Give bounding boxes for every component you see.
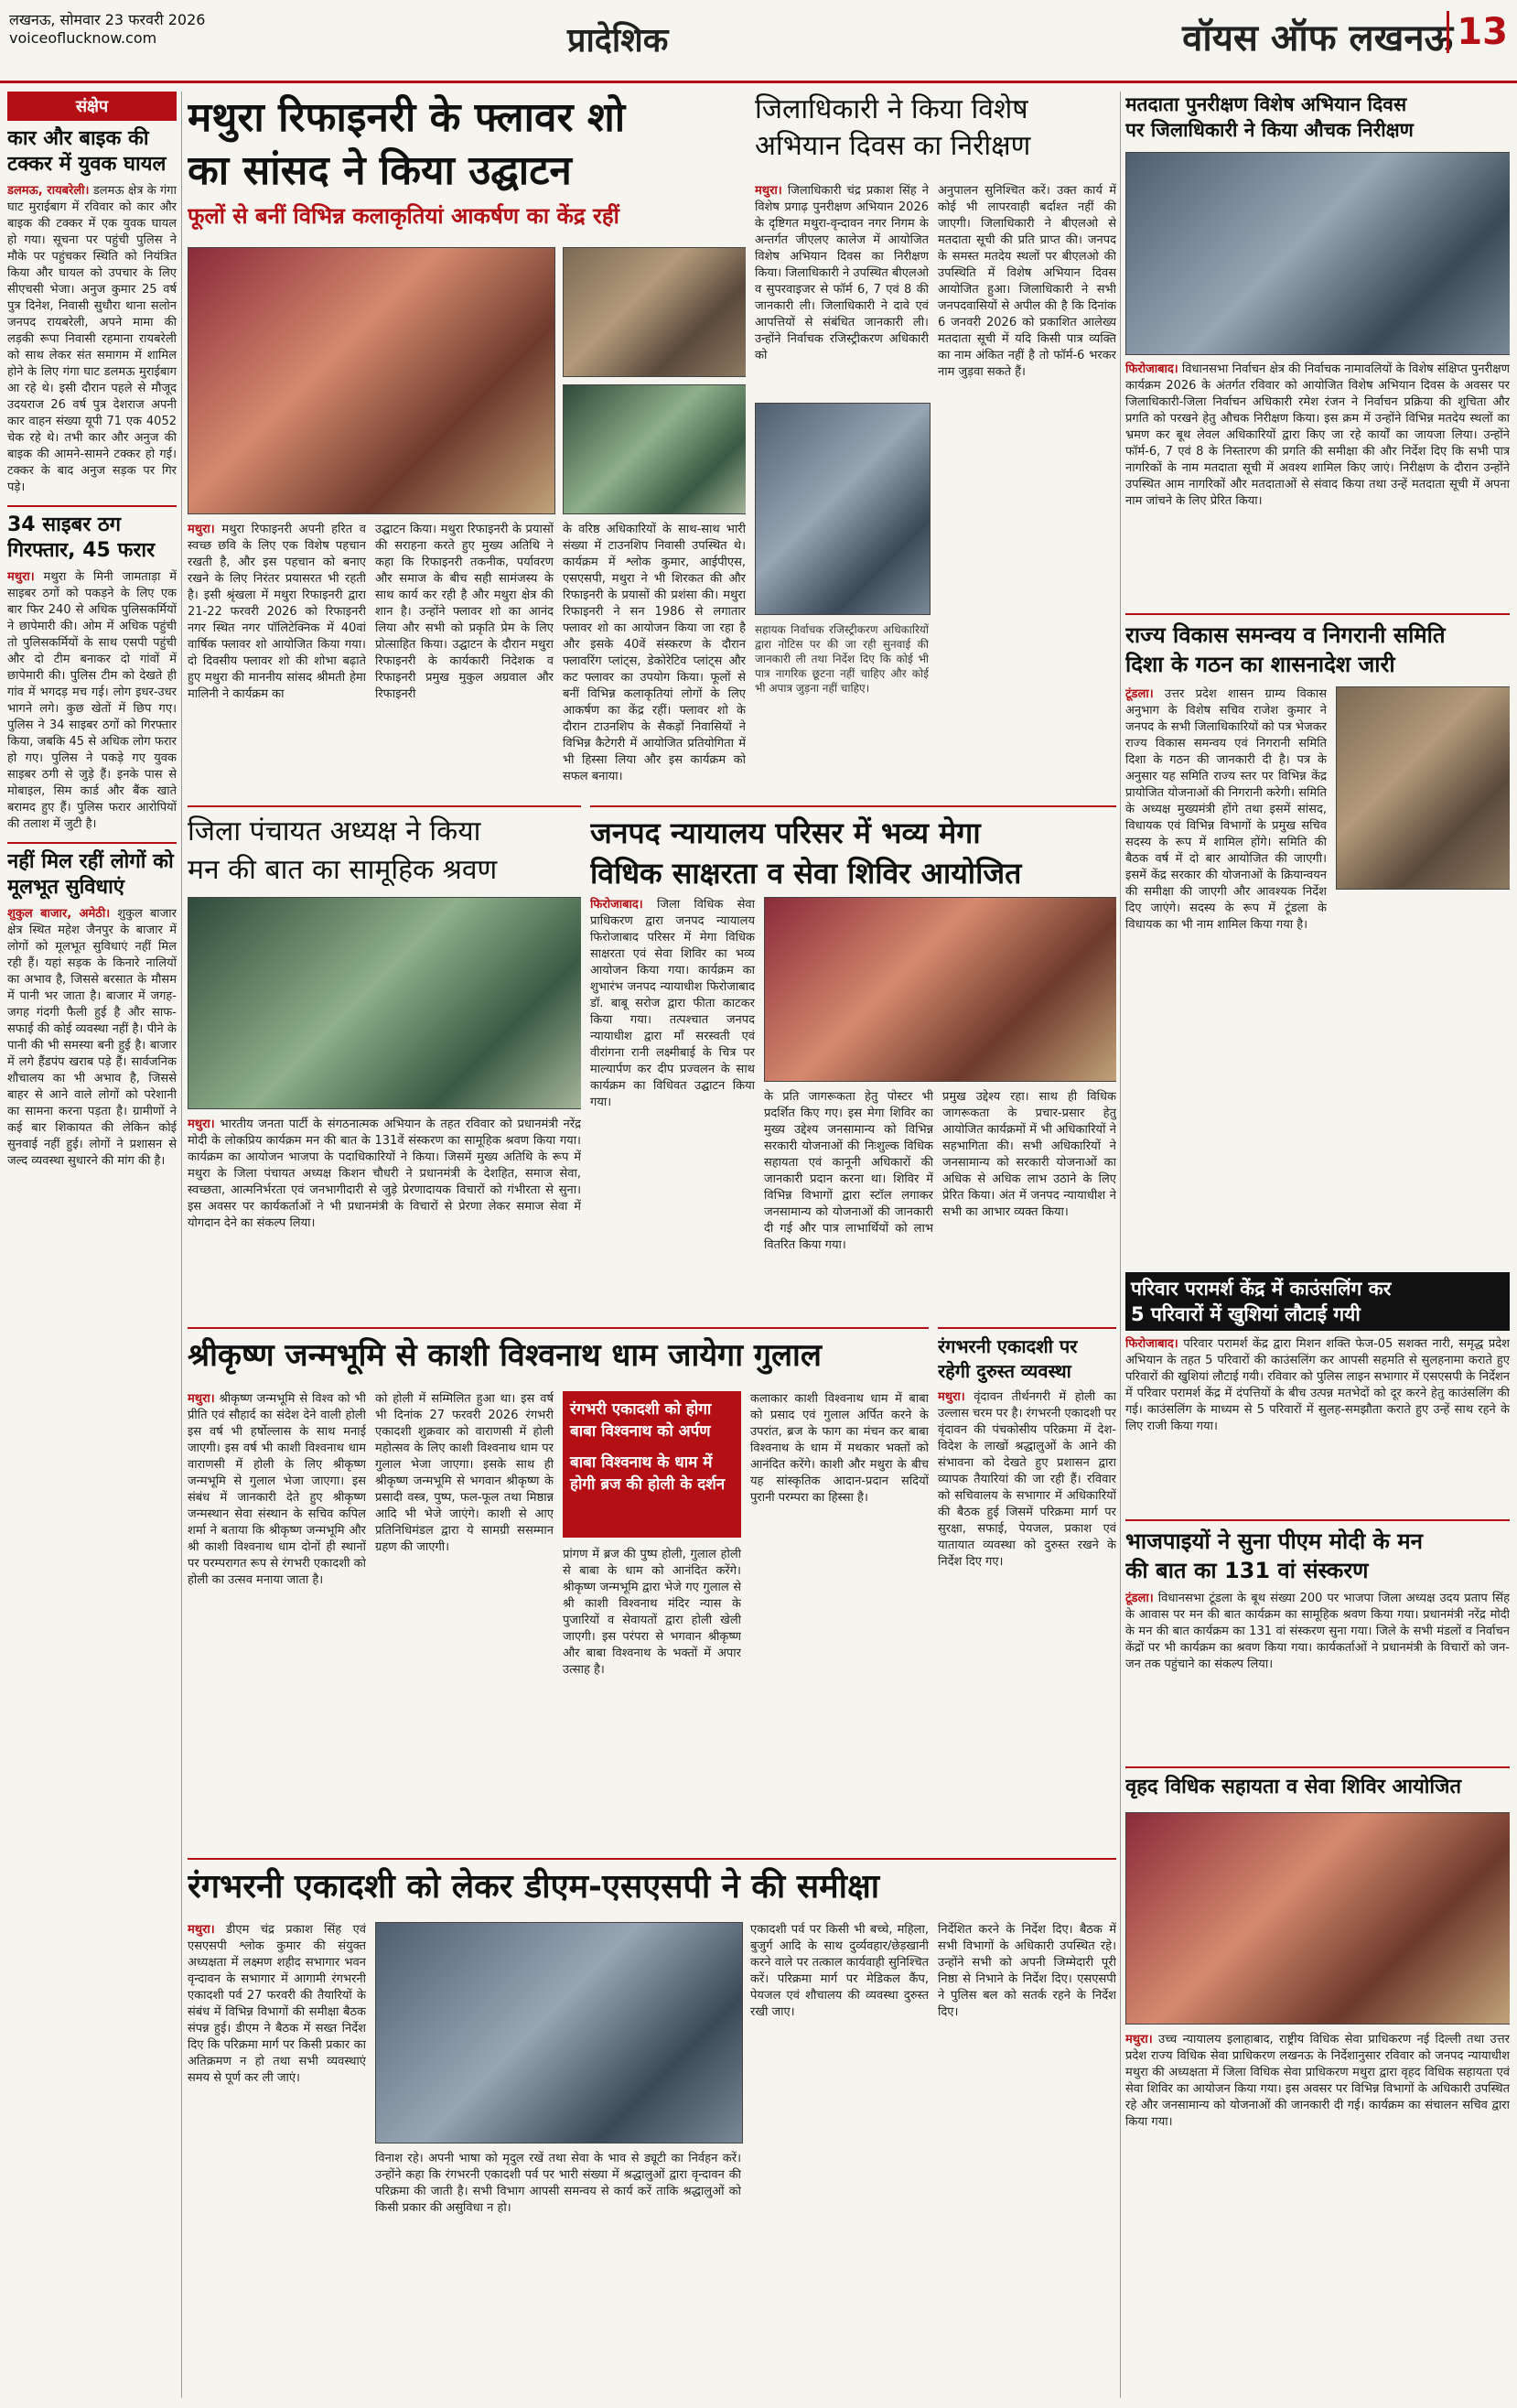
firozabad-text: विधानसभा निर्वाचन क्षेत्र की निर्वाचक नामावलियों के विशेष संक्षिप्त पुनरीक्षण कार्यक्रम 2026 के अंतर्गत रविवार को आयोजित विशेष अभियान दिवस के अवसर पर जिलाधिकारी-जिला निर्वाचन अधिकारी रमेश रंजन ने निर्वाचन प्रक्रिया की शुचिता और प्रगति को परखने हेतु औचक निरीक्षण किया। इस क्रम में उन्होंने विभिन्न मतदेय स्थलों का भ्रमण कर बूथ लेवल अधिकारियों द्वारा किए जा रहे कार्यों का जायजा लिया। उन्होंने फॉर्म-6, 7 एवं 8 के निस्तारण की प्रगति की समीक्षा की और निर्देश दिए कि सभी पात्र नागरिकों के नाम मतदाता सूची में अवश्य शामिल किए जाएं। निरीक्षण के दौरान उन्होंने उपस्थित आम नागरिकों और मतदाताओं से संवाद किया तथा उन्हें मतदाता सूची में अपना नाम जांचने के लिए प्रेरित किया।: [1125, 362, 1510, 508]
court-body-col2: के प्रति जागरूकता हेतु पोस्टर भी प्रदर्शित किए गए। इस मेगा शिविर का मुख्य उद्देश्य जनसामान्य को विभिन्न सरकारी योजनाओं की निःशुल्क विधिक सहायता एवं कानूनी अधिकारों की जानकारी प्रदान करना था। शिविर में विभिन्न विभागों द्वारा स्टॉल लगाकर जनसामान्य को योजनाओं की जानकारी दी गई और पात्र लाभार्थियों को लाभ वितरित किया गया।: [764, 1090, 933, 1252]
mannkibaat-headline-line2: की बात का 131 वां संस्करण: [1125, 1558, 1369, 1583]
parivar-body: [1125, 1336, 1510, 1501]
lead-dateline: मथुरा।: [188, 523, 215, 536]
review-body-col1: [188, 1922, 366, 2389]
brief-story2-headline: 34 साइबर ठग गिरफ्तार, 45 फरार: [7, 505, 177, 564]
firozabad-photo: [1125, 152, 1510, 355]
court-dateline: फिरोजाबाद।: [590, 898, 643, 912]
website-link[interactable]: voiceoflucknow.com: [9, 29, 157, 47]
firozabad-headline-line1: मतदाता पुनरीक्षण विशेष अभियान दिवस: [1125, 93, 1407, 115]
parivar-headline: [1125, 1272, 1510, 1331]
gulal-text1: श्रीकृष्ण जन्मभूमि से विश्व को भी प्रीति एवं सौहार्द का संदेश देने वाली होली इस वर्ष भी हर्षोल्लास के साथ मनाई जाएगी। इस वर्ष भी काशी विश्वनाथ धाम वाराणसी में होली के लिए श्रीकृष्ण जन्मभूमि से गुलाल भेजा जाएगा। इस संबंध में जानकारी देते हुए श्रीकृष्ण जन्मस्थान सेवा संस्थान के सचिव कपिल शर्मा ने बताया कि श्रीकृष्ण जन्मभूमि और श्री काशी विश्वनाथ धाम दोनों ही स्थानों पर परम्परागत रूप से रंगभरी एकादशी को होली का उत्सव मनाया जाता है।: [188, 1392, 366, 1587]
parivar-text: परिवार परामर्श केंद्र द्वारा मिशन शक्ति फेज-05 सशक्त नारी, समृद्ध प्रदेश अभियान के तहत 5 परिवारों की काउंसलिंग कर आपसी सहमति से सुलहनामा कराते हुए परिवारों की खुशियां लौटाई गयी। रविवार को पुलिस लाइन सभागार में एसएसपी के निर्देशन में परिवार परामर्श केंद्र में दंपत्तियों के बीच उत्पन्न मतभेदों को दूर करने हेतु काउंसलिंग की गई। काउंसलिंग के माध्यम से 5 परिवारों में सुलह-समझौता कराते हुए उन्हें साथ रहने के लिए राजी किया गया।: [1125, 1337, 1510, 1433]
vriddh-body: [1125, 2032, 1510, 2389]
section-title: प्रादेशिक: [567, 22, 669, 59]
lead-body-col3: के वरिष्ठ अधिकारियों के साथ-साथ भारी संख्या में टाउनशिप निवासी उपस्थित थे। कार्यक्रम में श्लोक कुमार, आईपीएस, एसएसपी, मथुरा ने भी शिरकत की और रिफाइनरी के प्रयासों की प्रशंसा की। मथुरा रिफाइनरी ने सन 1986 से लगातार फ्लावर शो का आयोजन किया जा रहा है और इसके 40वें संस्करण के दौरान फ्लावरिंग प्लांट्स, डेकोरेटिव प्लांट्स और कट फ्लावर का उपयोग किया। फूलों से बनीं विभिन्न कलाकृतियां लोगों के लिए आकर्षण का केंद्र रहीं। फ्लावर शो के दौरान टाउनशिप के सैकड़ों निवासियों ने विभिन्न कैटेगरी में आयोजित प्रतियोगिता में भी हिस्सा लिया और इस कार्यक्रम को सफल बनाया।: [563, 523, 746, 783]
panchayat-dateline: मथुरा।: [188, 1118, 215, 1131]
mannkibaat-body: [1125, 1591, 1510, 1737]
gulal-body-col4: कलाकार काशी विश्वनाथ धाम में बाबा को प्रसाद एवं गुलाल अर्पित करने के उपरांत, ब्रज के फाग का मंचन कर बाबा विश्वनाथ के धाम में मथकार भक्तों को आनंदित करेंगे। काशी और मथुरा के बीच यह सांस्कृतिक आदान-प्रदान सदियों पुरानी परम्परा का हिस्सा है।: [750, 1392, 929, 1505]
date-line-block: [9, 11, 205, 48]
gulal-story: [188, 1327, 929, 1849]
paper-name: वॉयस ऑफ लखनऊ: [1182, 17, 1453, 59]
court-story: [590, 805, 1116, 1318]
brief-story3-dateline: शुकुल बाजार, अमेठी।: [7, 907, 111, 921]
lead-subheadline: फूलों से बनीं विभिन्न कलाकृतियां आकर्षण का केंद्र रहीं: [188, 203, 619, 229]
gulal-body-col1: [188, 1391, 366, 1840]
court-headline-line2: विधिक साक्षरता व सेवा शिविर आयोजित: [590, 856, 1022, 891]
dm-headline-line2: अभियान दिवस का निरीक्षण: [755, 130, 1031, 162]
lead-photo-small-2: [563, 384, 746, 514]
rangbhari-side-headline-line2: रहेगी दुरुस्त व्यवस्था: [938, 1360, 1071, 1382]
firozabad-story: [1125, 92, 1510, 604]
review-text1: डीएम चंद्र प्रकाश सिंह एवं एसएसपी श्लोक कुमार की संयुक्त अध्यक्षता में लक्ष्मण शहीद सभागार भवन वृन्दावन के सभागार में आगामी रंगभरनी एकादशी पर्व 27 फरवरी की तैयारियों के संबंध में विभिन्न विभागों की समीक्षा बैठक संपन्न हुई। डीएम ने बैठक में सख्त निर्देश दिए कि परिक्रमा मार्ग पर किसी प्रकार का अतिक्रमण न हो तथा सभी व्यवस्थाएं समय से पूर्ण कर ली जाएं।: [188, 1923, 366, 2085]
lead-text1: मथुरा रिफाइनरी अपनी हरित व स्वच्छ छवि के लिए एक विशेष पहचान रखती है, और इस पहचान को बनाए रखने के लिए निरंतर प्रयासरत भी रहती है। इसी श्रृंखला में मथुरा रिफाइनरी द्वारा 21-22 फरवरी 2026 को रिफाइनरी नगर स्थित नगर पॉलिटेक्निक में 40वां वार्षिक फ्लावर शो आयोजित किया गया। दो दिवसीय फ्लावर शो की शोभा बढ़ाते हुए मथुरा की माननीय सांसद श्रीमती हेमा मालिनी ने कार्यक्रम का: [188, 523, 366, 701]
rajya-headline-line2: दिशा के गठन का शासनादेश जारी: [1125, 652, 1395, 677]
review-body-col2: विनाश रहे। अपनी भाषा को मृदुल रखें तथा सेवा के भाव से ड्यूटी का निर्वहन करें। उन्होंने कहा कि रंगभरनी एकादशी पर्व पर भारी संख्या में श्रद्धालुओं द्वारा वृन्दावन की परिक्रमा की जाती है। सभी विभाग आपसी समन्वय से कार्य करें ताकि श्रद्धालुओं को किसी प्रकार की असुविधा न हो।: [375, 2152, 741, 2215]
vriddh-headline: वृहद विधिक सहायता व सेवा शिविर आयोजित: [1125, 1766, 1510, 1801]
rangbhari-side-dateline: मथुरा।: [938, 1390, 965, 1404]
rajya-headline-line1: राज्य विकास समन्वय व निगरानी समिति: [1125, 613, 1510, 650]
brief-label: संक्षेप: [7, 92, 177, 121]
vriddh-photo: [1125, 1812, 1510, 2025]
dm-photo: [755, 403, 931, 615]
parivar-headline-line2: 5 परिवारों में खुशियां लौटाई गयी: [1131, 1303, 1361, 1325]
column-divider: [1120, 92, 1121, 2398]
mannkibaat-text: विधानसभा टूंडला के बूथ संख्या 200 पर भाजपा जिला अध्यक्ष उदय प्रताप सिंह के आवास पर मन की बात कार्यक्रम का सामूहिक श्रवण किया गया। प्रधानमंत्री नरेंद्र मोदी के मन की बात कार्यक्रम का 131 वां संस्करण सुना गया। जिले के सभी मंडलों व निर्वाचन केंद्रों पर भी कार्यक्रम का श्रवण किया गया। कार्यकर्ताओं ने प्रधानमंत्री के विचारों को जन-जन तक पहुंचाने का संकल्प लिया।: [1125, 1592, 1510, 1671]
firozabad-headline-line2: पर जिलाधिकारी ने किया औचक निरीक्षण: [1125, 119, 1414, 141]
dm-caption: सहायक निर्वाचक रजिस्ट्रीकरण अधिकारियों द्वारा नोटिस पर की जा रही सुनवाई की जानकारी ली तथा निर्देश दिए कि कोई भी पात्र नागरिक छूटना नहीं चाहिए और कोई भी अपात्र जुड़ना नहीं चाहिए।: [755, 623, 929, 695]
review-body-col3: एकादशी पर्व पर किसी भी बच्चे, महिला, बुजुर्ग आदि के साथ दुर्व्यवहार/छेड़खानी करने वाले पर तत्काल कार्यवाही सुनिश्चित करें। परिक्रमा मार्ग पर मेडिकल कैंप, पेयजल एवं शौचालय की व्यवस्था दुरुस्त रखी जाए।: [750, 1923, 929, 2019]
review-body-col4: निर्देशित करने के निर्देश दिए। बैठक में सभी विभागों के अधिकारी उपस्थित रहे। उन्होंने सभी को अपनी जिम्मेदारी पूरी निष्ठा से निभाने के निर्देश दिए। एसएसपी ने पुलिस बल को सतर्क रहने के निर्देश दिए।: [938, 1923, 1116, 2019]
gulal-pullquote-box: [563, 1391, 741, 1538]
gulal-pullquote2: बाबा विश्वनाथ के धाम में होगी ब्रज की होली के दर्शन: [570, 1453, 726, 1494]
lead-story: [188, 92, 746, 796]
vriddh-dateline: मथुरा।: [1125, 2033, 1153, 2046]
lead-headline-line1: मथुरा रिफाइनरी के फ्लावर शो: [188, 94, 626, 141]
court-body-col3: प्रमुख उद्देश्य रहा। साथ ही विधिक जागरूकता के प्रचार-प्रसार हेतु आयोजित कार्यक्रमों में भी अधिकारियों ने सहभागिता की। सभी अधिकारियों ने जनसामान्य को सरकारी योजनाओं का अधिक से अधिक लाभ उठाने के लिए प्रेरित किया। अंत में जनपद न्यायाधीश ने सभी का आभार व्यक्त किया।: [942, 1090, 1116, 1219]
vriddh-text: उच्च न्यायालय इलाहाबाद, राष्ट्रीय विधिक सेवा प्राधिकरण नई दिल्ली तथा उत्तर प्रदेश राज्य विधिक सेवा प्राधिकरण लखनऊ के निर्देशानुसार रविवार को जनपद न्यायाधीश मथुरा की अध्यक्षता में जिला विधिक सेवा प्राधिकरण मथुरा द्वारा वृहद विधिक सहायता एवं सेवा शिविर का आयोजन किया गया। इस अवसर पर विभिन्न विभागों के अधिकारी उपस्थित रहे और जनसामान्य को योजनाओं की जानकारी दी गई। कार्यक्रम का संचालन सचिव द्वारा किया गया।: [1125, 2033, 1510, 2129]
masthead: [0, 0, 1517, 83]
court-photo: [764, 897, 1116, 1082]
lead-photo-small-1: [563, 247, 746, 377]
panchayat-body: [188, 1117, 581, 1313]
rangbhari-side-text: वृंदावन तीर्थनगरी में होली का उल्लास चरम पर है। रंगभरनी एकादशी पर वृंदावन की पंचकोसीय परिक्रमा में देश-विदेश के लाखों श्रद्धालुओं के आने की संभावना को देखते हुए प्रशासन द्वारा व्यापक तैयारियां की जा रही हैं। रविवार को सचिवालय के सभागार में अधिकारियों की बैठक हुई जिसमें परिक्रमा मार्ग पर सुरक्षा, सफाई, पेयजल, प्रकाश एवं यातायात व्यवस्था को दुरुस्त रखने के निर्देश दिए गए।: [938, 1390, 1116, 1569]
vriddh-story: [1125, 1766, 1510, 2398]
panchayat-headline-line1: जिला पंचायत अध्यक्ष ने किया: [188, 805, 581, 851]
column-divider: [181, 92, 182, 2398]
brief-story1-headline: कार और बाइक की टक्कर में युवक घायल: [7, 127, 167, 176]
lead-photo-main: [188, 247, 555, 514]
brief-story1-text: डलमऊ क्षेत्र के गंगा घाट मुराईबाग में रविवार को कार और बाइक की टक्कर में एक युवक घायल हो गया। सूचना पर पहुंची पुलिस ने मौके पर पहुंचकर स्थिति को नियंत्रित किया और घायल को उपचार के लिए सीएचसी भेजा। अनुज कुमार 25 वर्ष पुत्र दिनेश, निवासी सुधौरा थाना सलोन जनपद रायबरेली, अपने मामा की लड़की रूपा निवासी रहमाना रायबरेली को साथ लेकर संत समागम में शामिल होने के लिए गंगा घाट डलमऊ मुराईबाग आ रहे थे। इसी दौरान पहले से मौजूद उदयराज 26 वर्ष पुत्र देशराज अपनी कार वाहन संख्या यूपी 71 एक 4052 चेक रहे थे। तभी कार और अनुज की बाइक की आमने-सामने टक्कर हो गई। टक्कर के बाद अनुज सड़क पर गिर पड़े।: [7, 184, 177, 494]
gulal-dateline: मथुरा।: [188, 1392, 215, 1406]
brief-story2-dateline: मथुरा।: [7, 570, 35, 584]
panchayat-text: भारतीय जनता पार्टी के संगठनात्मक अभियान के तहत रविवार को प्रधानमंत्री नरेंद्र मोदी के लोकप्रिय कार्यक्रम मन की बात के 131वें संस्करण का सामूहिक श्रवण किया गया। कार्यक्रम का आयोजन भाजपा के पदाधिकारियों ने किया। जिसमें मुख्य अतिथि के रूप में मथुरा के जिला पंचायत अध्यक्ष किशन चौधरी ने प्रधानमंत्री के देशहित, समाज सेवा, स्वच्छता, आत्मनिर्भरता एवं जनभागीदारी से जुड़े प्रेरणादायक विचारों को गंभीरता से सुना। इस अवसर पर कार्यकर्ताओं ने भी प्रधानमंत्री के विचारों से प्रेरणा लेकर समाज सेवा में योगदान देने का संकल्प लिया।: [188, 1118, 581, 1230]
review-story: [188, 1858, 1116, 2398]
firozabad-body: [1125, 362, 1510, 604]
panchayat-photo: [188, 897, 581, 1109]
brief-story2-text: मथुरा के मिनी जामताड़ा में साइबर ठगों को पकड़ने के लिए एक बार फिर 240 से अधिक पुलिसकर्मियों ने छापेमारी की। ओम में अधिक पहुंची तो पुलिसकर्मियों के साथ एसपी पहुंची और दो टीम बनाकर दो गांवों में छापेमारी की। पुलिस टीम को देखते ही गांव में भगदड़ मच गई। लोग इधर-उधर भागने लगे। कुछ खेतों में छिप गए। पुलिस ने 34 साइबर ठगों को गिरफ्तार किया, जबकि 45 से अधिक लोग फरार हो गए। पुलिस ने पकड़े गए युवक साइबर ठगी से जुड़े हैं। इनके पास से मोबाइल, सिम कार्ड और बैंक खाते बरामद हुए हैं। पुलिस फरार आरोपियों की तलाश में जुटी है।: [7, 570, 177, 831]
rangbhari-side-story: [938, 1327, 1116, 1849]
court-body-col1: [590, 897, 755, 1313]
rajya-dateline: टूंडला।: [1125, 687, 1154, 701]
date-line: लखनऊ, सोमवार 23 फरवरी 2026: [9, 11, 206, 28]
parivar-story: [1125, 1272, 1510, 1510]
lead-headline-line2: का सांसद ने किया उद्घाटन: [188, 147, 572, 194]
brief-story1-dateline: डलमऊ, रायबरेली।: [7, 184, 90, 198]
gulal-body-col2: को होली में सम्मिलित हुआ था। इस वर्ष भी दिनांक 27 फरवरी 2026 रंगभरी एकादशी शुक्रवार को वाराणसी में होली महोत्सव के लिए काशी विश्वनाथ धाम पर गुलाल भेजा जाएगा। इसके साथ ही श्रीकृष्ण जन्मभूमि से भगवान श्रीकृष्ण के प्रसादी वस्त्र, पुष्प, फल-फूल तथा मिष्ठान्न आदि भी भेजे जाएंगे। काशी से आए प्रतिनिधिमंडल द्वारा ये सामग्री ससम्मान ग्रहण की जाएगी।: [375, 1392, 554, 1554]
rajya-body: [1125, 686, 1327, 1236]
mannkibaat-story: [1125, 1519, 1510, 1757]
dm-story: [755, 92, 1116, 796]
gulal-pullquote1: रंगभरी एकादशी को होगा बाबा विश्वनाथ को अर्पण: [570, 1400, 712, 1441]
panchayat-headline-line2: मन की बात का सामूहिक श्रवण: [188, 854, 498, 886]
gulal-headline: श्रीकृष्ण जन्मभूमि से काशी विश्वनाथ धाम जायेगा गुलाल: [188, 1327, 929, 1377]
review-dateline: मथुरा।: [188, 1923, 215, 1937]
mannkibaat-dateline: टूंडला।: [1125, 1592, 1154, 1605]
brief-story1-body: [7, 183, 177, 496]
brief-column: [7, 92, 177, 2398]
rangbhari-side-headline-line1: रंगभरनी एकादशी पर: [938, 1327, 1116, 1359]
parivar-headline-line1: परिवार परामर्श केंद्र में काउंसलिंग कर: [1131, 1278, 1392, 1300]
lead-body-col2: उद्घाटन किया। मथुरा रिफाइनरी के प्रयासों की सराहना करते हुए मुख्य अतिथि ने कहा कि रिफाइनरी तकनीक, पर्यावरण और समाज के बीच सही सामंजस्य के साथ कार्य कर रही है और मथुरा क्षेत्र की शान है। उन्होंने फ्लावर शो का आनंद लिया और सभी को प्रकृति प्रेम के लिए प्रोत्साहित किया। उद्घाटन के दौरान मथुरा रिफाइनरी के कार्यकारी निदेशक व रिफाइनरी प्रमुख मुकुल अग्रवाल और रिफाइनरी: [375, 523, 554, 701]
dm-headline-line1: जिलाधिकारी ने किया विशेष: [755, 93, 1028, 125]
dm-body-col1: [755, 183, 929, 394]
dm-body-col2: अनुपालन सुनिश्चित करें। उक्त कार्य में कोई भी लापरवाही बर्दाश्त नहीं की जाएगी। जिलाधिकारी ने बीएलओ से मतदाता सूची की प्रति प्राप्त की। जनपद के समस्त मतदेय स्थलों पर बीएलओ की उपस्थिति में विशेष अभियान दिवस आयोजित हुआ। जिलाधिकारी ने सभी जनपदवासियों से अपील की है कि दिनांक 6 जनवरी 2026 को प्रकाशित आलेख्य मतदाता सूची में यदि किसी पात्र व्यक्ति का नाम अंकित नहीं है तो फॉर्म-6 भरकर नाम जुड़वा सकते हैं।: [938, 184, 1116, 379]
gulal-body-col3: प्रांगण में ब्रज की पुष्प होली, गुलाल होली से बाबा के धाम को आनंदित करेंगे। श्रीकृष्ण जन्मभूमि द्वारा भेजे गए गुलाल से श्री काशी विश्वनाथ मंदिर न्यास के पुजारियों व सेवायतों द्वारा होली खेली जाएगी। इस परंपरा से भगवान श्रीकृष्ण और बाबा विश्वनाथ के भक्तों में अपार उत्साह है।: [563, 1548, 741, 1677]
brief-story3-body: [7, 906, 177, 1170]
rangbhari-side-body: [938, 1389, 1116, 1829]
brief-story3-text: शुकुल बाजार क्षेत्र स्थित महेश जैनपुर के बाजार में लोगों को मूलभूत सुविधाएं नहीं मिल रही हैं। यहां सड़क के किनारे नालियों का अभाव है, जिससे बरसात के मौसम में पानी भर जाता है। बाजार में जगह-जगह गंदगी फैली हुई है और साफ-सफाई की कोई व्यवस्था नहीं है। पीने के पानी की भी समस्या बनी हुई है। बाजार में लगे हैंडपंप खराब पड़े हैं। सार्वजनिक शौचालय का भी अभाव है, जिससे बाहर से आने वाले लोगों को परेशानी का सामना करना पड़ता है। ग्रामीणों ने कई बार शिकायत की लेकिन कोई सुनवाई नहीं हुई। लोगों ने प्रशासन से जल्द व्यवस्था सुधारने की मांग की है।: [7, 907, 177, 1168]
parivar-dateline: फिरोजाबाद।: [1125, 1337, 1178, 1351]
rajya-text: उत्तर प्रदेश शासन ग्राम्य विकास अनुभाग के विशेष सचिव राजेश कुमार ने जनपद के सभी जिलाधिकारियों को पत्र भेजकर राज्य विकास समन्वय एवं निगरानी समिति दिशा के गठन की जानकारी दी है। पत्र के अनुसार यह समिति राज्य स्तर पर विभिन्न केंद्र प्रायोजित योजनाओं की निगरानी करेगी। समिति के अध्यक्ष मुख्यमंत्री होंगे तथा इसमें सांसद, विधायक एवं विभिन्न विभागों के प्रमुख सचिव सदस्य के रूप में शामिल होंगे। समिति की बैठक वर्ष में दो बार आयोजित की जाएगी। इसमें केंद्र सरकार की योजनाओं के क्रियान्वयन की समीक्षा की जाएगी और आवश्यक निर्देश दिए जाएंगे। सदस्य के रूप में टूंडला के विधायक का भी नाम शामिल किया गया है।: [1125, 687, 1327, 932]
mannkibaat-headline-line1: भाजपाइयों ने सुना पीएम मोदी के मन: [1125, 1519, 1510, 1556]
review-photo: [375, 1922, 743, 2143]
court-headline-line1: जनपद न्यायालय परिसर में भव्य मेगा: [590, 805, 1116, 853]
dm-text1: जिलाधिकारी चंद्र प्रकाश सिंह ने विशेष प्रगाढ़ पुनरीक्षण अभियान 2026 के दृष्टिगत मथुरा-वृन्दावन नगर निगम के अन्तर्गत जीएलए कालेज में आयोजित विशेष अभियान दिवस का निरीक्षण किया। जिलाधिकारी ने उपस्थित बीएलओ व सुपरवाइजर से फॉर्म 6, 7 एवं 8 की जानकारी ली। जिलाधिकारी ने दावे एवं आपत्तियों से संबंधित जानकारी ली। उन्होंने निर्वाचक रजिस्ट्रीकरण अधिकारी को: [755, 184, 929, 362]
review-headline: रंगभरनी एकादशी को लेकर डीएम-एसएसपी ने की समीक्षा: [188, 1858, 1116, 1909]
brief-story3-headline: नहीं मिल रहीं लोगों को मूलभूत सुविधाएं: [7, 842, 177, 901]
rajya-portrait: [1336, 686, 1510, 890]
lead-body-col1: [188, 522, 366, 787]
firozabad-dateline: फिरोजाबाद।: [1125, 362, 1178, 376]
rajya-story: [1125, 613, 1510, 1263]
page-number: 13: [1447, 11, 1508, 53]
brief-story2-body: [7, 569, 177, 833]
dm-dateline: मथुरा।: [755, 184, 782, 198]
panchayat-story: [188, 805, 581, 1318]
court-text1: जिला विधिक सेवा प्राधिकरण द्वारा जनपद न्यायालय फिरोजाबाद परिसर में मेगा विधिक साक्षरता एवं सेवा शिविर का भव्य आयोजन किया गया। कार्यक्रम का शुभारंभ जनपद न्यायाधीश फिरोजाबाद डॉ. बाबू सरोज द्वारा फीता काटकर किया गया। तत्पश्चात जनपद न्यायाधीश द्वारा माँ सरस्वती एवं वीरांगना रानी लक्ष्मीबाई के चित्र पर माल्यार्पण कर दीप प्रज्वलन के साथ कार्यक्रम का विधिवत उद्घाटन किया गया।: [590, 898, 755, 1109]
